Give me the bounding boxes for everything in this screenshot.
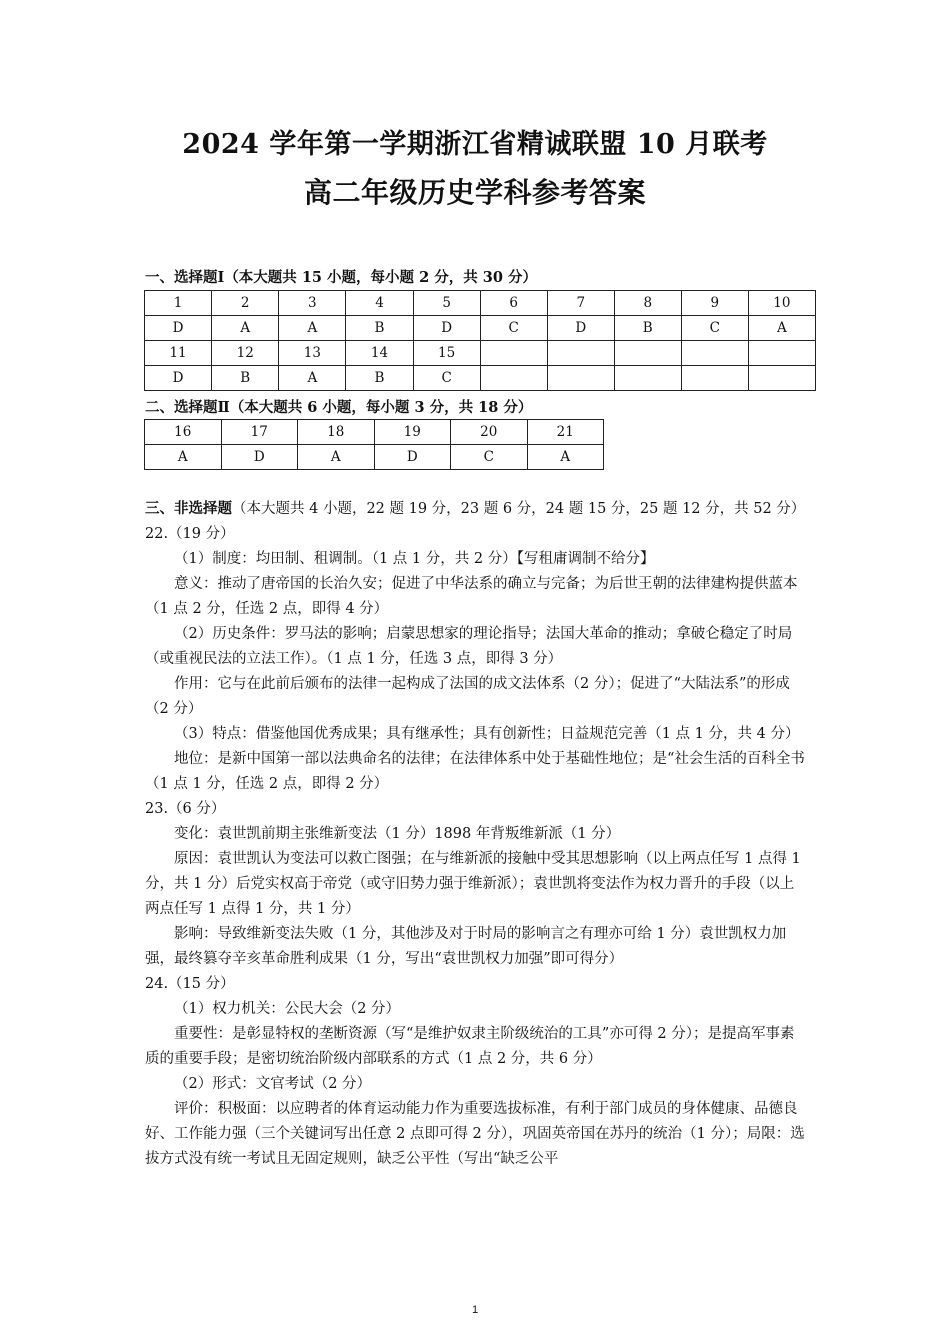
table1-row (145, 291, 816, 316)
answer-paragraph: 评价：积极面：以应聘者的体育运动能力作为重要选拔标准，有利于部门成员的身体健康、品德良好、工作能力强（三个关键词写出任意 2 点即可得 2 分），巩固英帝国在苏丹的统治（1 分）；局限：选拔方式没有统一考试且无固定规则，缺乏公平性（写出“缺乏公平 (145, 1101, 805, 1167)
table1-cell: D (145, 366, 212, 391)
table2-cell: D (374, 445, 451, 470)
table1-cell (614, 341, 681, 366)
answer-paragraph: （2）历史条件：罗马法的影响；启蒙思想家的理论指导；法国大革命的推动；拿破仑稳定了时局（或重视民法的立法工作）。（1 点 1 分，任选 3 点，即得 3 分） (145, 626, 793, 667)
table1-row (145, 316, 816, 341)
table1-cell: C (413, 366, 480, 391)
answer-paragraph: 变化：袁世凯前期主张维新变法（1 分）1898 年背叛维新派（1 分） (174, 826, 621, 842)
table1-cell (480, 366, 547, 391)
table2-cell: 16 (145, 420, 222, 445)
table1-cell: 1 (145, 291, 212, 316)
page-number: 1 (471, 1304, 479, 1316)
table1-cell (748, 366, 815, 391)
table1-cell (681, 341, 748, 366)
table1-cell: 10 (748, 291, 815, 316)
answer-paragraph: 意义：推动了唐帝国的长治久安；促进了中华法系的确立与完备；为后世王朝的法律建构提供蓝本（1 点 2 分，任选 2 点，即得 4 分） (145, 576, 798, 617)
table2-cell: 19 (374, 420, 451, 445)
answer-body (145, 496, 807, 1172)
table1-cell (480, 341, 547, 366)
answer-paragraph: 作用：它与在此前后颁布的法律一起构成了法国的成文法体系（2 分）；促进了“大陆法系”的形成（2 分） (145, 676, 790, 717)
answer-paragraph: 地位：是新中国第一部以法典命名的法律；在法律体系中处于基础性地位；是“社会生活的百科全书（1 点 1 分，任选 2 点，即得 2 分） (145, 751, 805, 792)
answer-paragraph: （1）权力机关：公民大会（2 分） (174, 1001, 401, 1017)
document-subtitle: 高二年级历史学科参考答案 (303, 176, 646, 209)
table1-cell: C (681, 316, 748, 341)
answer-table-2 (144, 419, 604, 470)
table1-cell: B (614, 316, 681, 341)
table1-cell (547, 341, 614, 366)
table2-cell: 21 (527, 420, 604, 445)
table1-row (145, 341, 816, 366)
table2-cell: 20 (451, 420, 528, 445)
answer-paragraphs (145, 522, 807, 1172)
answer-paragraph: 23.（6 分） (145, 801, 226, 817)
answer-paragraph: （3）特点：借鉴他国优秀成果；具有继承性；具有创新性；日益规范完善（1 点 1 分，共 4 分） (174, 726, 800, 742)
answer-paragraph: （2）形式：文官考试（2 分） (174, 1076, 372, 1092)
table1-row (145, 366, 816, 391)
section3-heading-bold: 三、非选择题 (145, 500, 232, 517)
table1-cell: 3 (279, 291, 346, 316)
table1-cell: C (480, 316, 547, 341)
table1-cell: 8 (614, 291, 681, 316)
table2-cell: 18 (298, 420, 375, 445)
table1-cell: 12 (212, 341, 279, 366)
table1-cell: A (279, 366, 346, 391)
section2-heading: 二、选择题Ⅱ（本大题共 6 小题，每小题 3 分，共 18 分） (145, 399, 533, 416)
table1-cell (547, 366, 614, 391)
table1-cell: B (212, 366, 279, 391)
table1-cell: B (346, 316, 413, 341)
table2-cell: D (221, 445, 298, 470)
table1-cell: D (145, 316, 212, 341)
table1-cell: D (547, 316, 614, 341)
table1-cell: 6 (480, 291, 547, 316)
table1-cell: 4 (346, 291, 413, 316)
table2-cell: A (298, 445, 375, 470)
table1-cell: 11 (145, 341, 212, 366)
answer-paragraph: 原因：袁世凯认为变法可以救亡图强；在与维新派的接触中受其思想影响（以上两点任写 1 点得 1 分，共 1 分）后党实权高于帝党（或守旧势力强于维新派）；袁世凯将变法作为权力晋升的手段（以上两点任写 1 点得 1 分，共 1 分） (145, 851, 801, 917)
answer-table-1 (144, 290, 816, 391)
table1-cell: 9 (681, 291, 748, 316)
table1-cell: A (212, 316, 279, 341)
table1-cell: 14 (346, 341, 413, 366)
table2-cell: C (451, 445, 528, 470)
answer-paragraph: 重要性：是彰显特权的垄断资源（写“是维护奴隶主阶级统治的工具”亦可得 2 分）；是提高军事素质的重要手段；是密切统治阶级内部联系的方式（1 点 2 分，共 6 分） (145, 1026, 795, 1067)
table1-cell: 15 (413, 341, 480, 366)
table1-cell: B (346, 366, 413, 391)
table1-cell: 7 (547, 291, 614, 316)
table1-cell (614, 366, 681, 391)
document-title: 2024 学年第一学期浙江省精诚联盟 10 月联考 (182, 129, 768, 160)
table1-cell: D (413, 316, 480, 341)
section3-heading (145, 496, 807, 522)
answer-paragraph: 22.（19 分） (145, 526, 235, 542)
answer-paragraph: 24.（15 分） (145, 976, 235, 992)
table1-cell: 2 (212, 291, 279, 316)
table2-cell: A (145, 445, 222, 470)
table1-cell: A (279, 316, 346, 341)
table2-cell: 17 (221, 420, 298, 445)
section3-heading-rest: （本大题共 4 小题，22 题 19 分，23 题 6 分，24 题 15 分，25 题 12 分，共 52 分） (232, 501, 806, 517)
table1-cell (681, 366, 748, 391)
answer-paragraph: （1）制度：均田制、租调制。（1 点 1 分，共 2 分）【写租庸调制不给分】 (174, 551, 655, 567)
table1-cell (748, 341, 815, 366)
section1-heading: 一、选择题Ⅰ（本大题共 15 小题，每小题 2 分，共 30 分） (145, 269, 538, 286)
table1-cell: A (748, 316, 815, 341)
answer-paragraph: 影响：导致维新变法失败（1 分，其他涉及对于时局的影响言之有理亦可给 1 分）袁世凯权力加强，最终篡夺辛亥革命胜利成果（1 分，写出“袁世凯权力加强”即可得分） (145, 926, 787, 967)
table1-cell: 5 (413, 291, 480, 316)
table2-cell: A (527, 445, 604, 470)
table2-row (145, 445, 604, 470)
table2-row (145, 420, 604, 445)
table1-cell: 13 (279, 341, 346, 366)
